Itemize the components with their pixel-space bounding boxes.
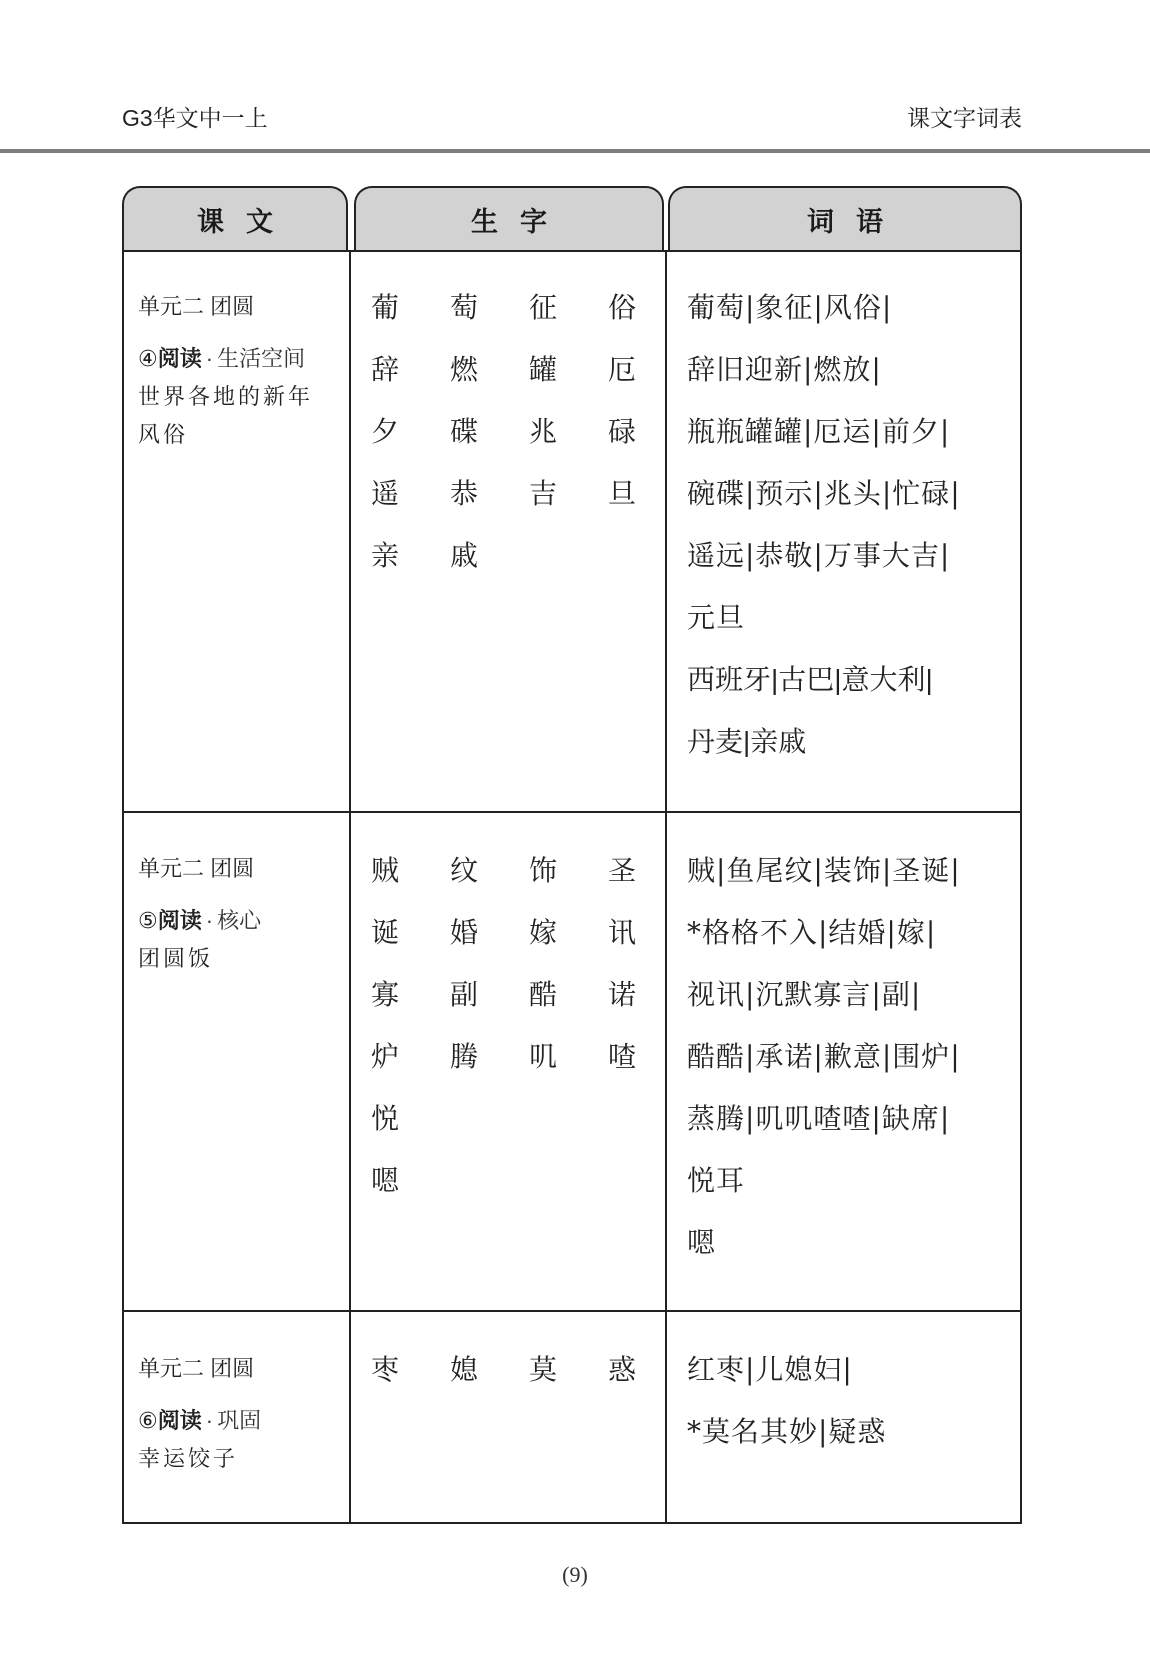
character: 诞 (371, 916, 400, 949)
word-line: 嗯 (687, 1227, 716, 1258)
word-line: 辞旧迎新|燃放| (687, 353, 882, 386)
character: 燃 (450, 353, 479, 386)
character: 莫 (529, 1353, 558, 1386)
character: 副 (450, 978, 479, 1011)
character: 圣 (608, 854, 637, 887)
lesson-cell-row-2: 单元二 团圆 ⑤阅读 · 核心 团圆饭 (124, 850, 344, 979)
character: 兆 (529, 415, 558, 448)
word-line: 贼|鱼尾纹|装饰|圣诞| (687, 854, 961, 887)
character: 饰 (529, 854, 558, 887)
character: 旦 (608, 477, 637, 510)
character: 婚 (450, 916, 479, 949)
lesson-category: 巩固 (217, 1408, 262, 1433)
character: 悦 (371, 1102, 400, 1135)
reading-label: 阅读 (157, 347, 202, 372)
character: 炉 (371, 1040, 400, 1073)
lesson-title-line: 风俗 (138, 423, 189, 448)
character: 辞 (371, 353, 400, 386)
word-line: *莫名其妙|疑惑 (687, 1415, 887, 1448)
character: 葡 (371, 291, 400, 324)
character: 讯 (608, 916, 637, 949)
section-title: 课文字词表 (907, 105, 1022, 131)
character: 俗 (608, 291, 637, 324)
character: 恭 (450, 477, 479, 510)
column-header-new-characters: 生字 (354, 186, 664, 250)
lesson-category: 生活空间 (217, 346, 306, 371)
character: 戚 (450, 540, 479, 571)
word-line: 葡萄|象征|风俗| (687, 291, 893, 324)
word-line: *格格不入|结婚|嫁| (687, 916, 937, 949)
book-title: G3华文中一上 (122, 105, 268, 131)
character: 诺 (608, 978, 637, 1011)
page-number: (9) (562, 1562, 588, 1587)
reading-label: 阅读 (157, 1409, 202, 1434)
word-line: 西班牙|古巴|意大利| (687, 664, 933, 695)
character: 碌 (608, 415, 637, 448)
character: 嫁 (529, 916, 558, 949)
word-line: 视讯|沉默寡言|副| (687, 978, 922, 1011)
word-line: 元旦 (687, 601, 746, 634)
lesson-category: 核心 (217, 908, 262, 933)
reading-label: 阅读 (157, 909, 202, 934)
row-divider (122, 1310, 1022, 1312)
row-divider (122, 811, 1022, 813)
character: 吉 (529, 477, 558, 510)
character: 征 (529, 291, 558, 324)
character: 厄 (608, 353, 637, 386)
character: 枣 (371, 1353, 400, 1386)
character: 腾 (450, 1040, 479, 1073)
character: 夕 (371, 415, 400, 448)
word-line: 蒸腾|叽叽喳喳|缺席| (687, 1102, 951, 1135)
characters-cell-row-2 (351, 854, 651, 1229)
lesson-number: ⑤ (138, 908, 158, 933)
unit-label: 单元二 团圆 (138, 1356, 255, 1381)
lesson-cell-row-1: 单元二 团圆 ④阅读 · 生活空间 世界各地的新年 风俗 (124, 288, 344, 455)
character: 惑 (608, 1353, 637, 1386)
unit-label: 单元二 团圆 (138, 294, 255, 319)
character: 喳 (608, 1040, 637, 1073)
character: 萄 (450, 291, 479, 324)
lesson-number: ④ (138, 346, 158, 371)
word-line: 酷酷|承诺|歉意|围炉| (687, 1040, 961, 1073)
word-line: 瓶瓶罐罐|厄运|前夕| (687, 415, 951, 448)
lesson-title-line: 团圆饭 (138, 947, 214, 972)
character: 酷 (529, 978, 558, 1011)
character: 贼 (371, 854, 400, 887)
character: 亲 (371, 540, 400, 571)
character: 寡 (371, 978, 400, 1011)
character: 碟 (450, 415, 479, 448)
character: 罐 (529, 353, 558, 386)
character: 纹 (450, 854, 479, 887)
header-divider (0, 149, 1150, 153)
character: 嗯 (371, 1165, 400, 1196)
character: 叽 (529, 1040, 558, 1073)
word-line: 丹麦|亲戚 (687, 726, 807, 757)
words-cell-row-1 (667, 291, 1017, 790)
words-cell-row-3 (667, 1353, 1017, 1480)
lesson-title-line: 世界各地的新年 (138, 385, 314, 410)
words-cell-row-2 (667, 854, 1017, 1291)
word-line: 遥远|恭敬|万事大吉| (687, 539, 951, 572)
word-line: 碗碟|预示|兆头|忙碌| (687, 477, 961, 510)
lesson-number: ⑥ (138, 1408, 158, 1433)
character: 媳 (450, 1353, 479, 1386)
characters-cell-row-1 (351, 291, 651, 604)
characters-cell-row-3 (351, 1353, 651, 1418)
lesson-cell-row-3: 单元二 团圆 ⑥阅读 · 巩固 幸运饺子 (124, 1350, 344, 1479)
word-line: 悦耳 (687, 1164, 746, 1197)
character: 遥 (371, 477, 400, 510)
column-header-lesson: 课文 (122, 186, 348, 250)
unit-label: 单元二 团圆 (138, 856, 255, 881)
word-line: 红枣|儿媳妇| (687, 1353, 853, 1386)
lesson-title-line: 幸运饺子 (138, 1447, 239, 1472)
column-header-vocabulary: 词语 (668, 186, 1022, 250)
